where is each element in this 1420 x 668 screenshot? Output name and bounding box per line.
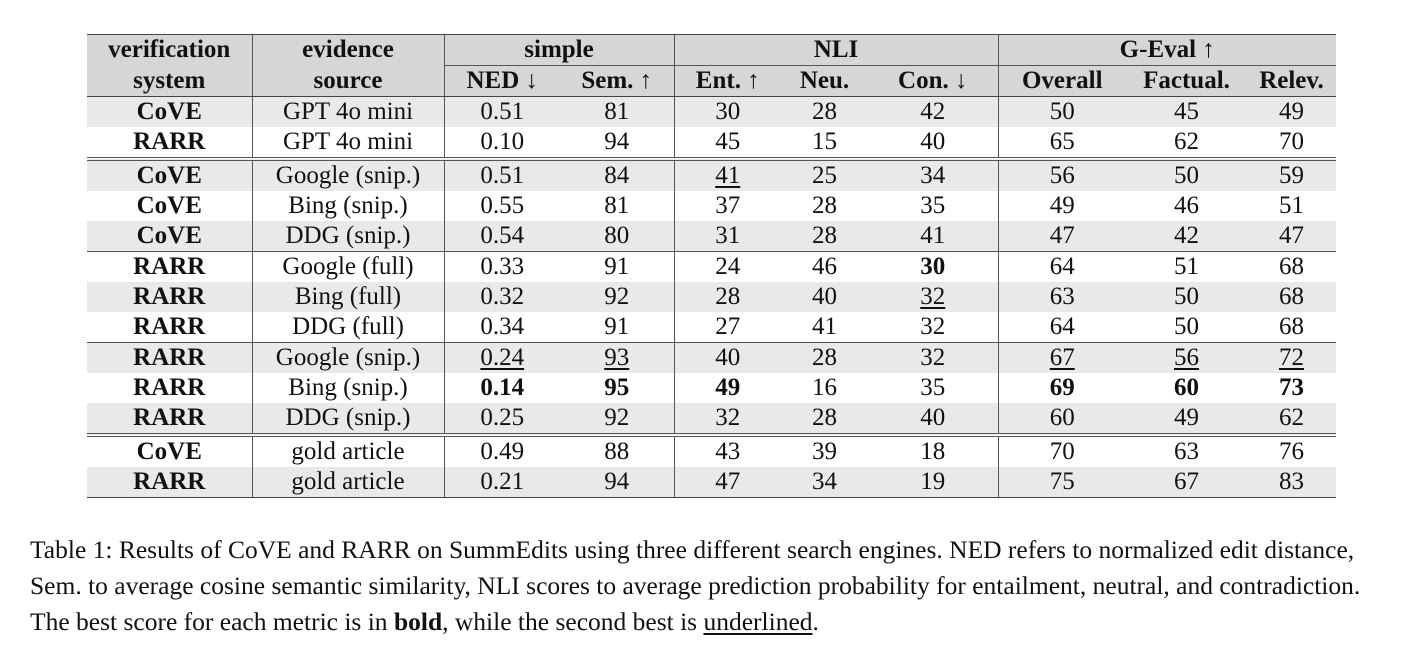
cell-value-text: 34 — [920, 162, 946, 189]
cell-value-text: 50 — [1174, 313, 1199, 340]
cell-value — [781, 312, 868, 343]
caption-label: Table 1: — [30, 535, 113, 564]
cell-value — [560, 403, 674, 435]
cell-value — [781, 97, 868, 128]
cell-system: CoVE — [87, 159, 252, 191]
table-body — [87, 97, 1336, 498]
cell-value-text: 0.49 — [480, 438, 525, 465]
cell-value-text: 0.32 — [480, 283, 525, 310]
cell-value — [781, 403, 868, 435]
cell-value — [998, 191, 1126, 221]
cell-value — [998, 312, 1126, 343]
cell-value — [998, 97, 1126, 128]
cell-value — [674, 221, 781, 252]
table-row — [87, 343, 1336, 374]
cell-source: DDG (snip.) — [252, 221, 444, 252]
cell-value-text: 37 — [715, 192, 741, 219]
caption-text: Results of CoVE and RARR on SummEdits using three different search engines. NED refers to normalized edit distance, Sem. to average cosine semantic similarity, NLI scores to average prediction probability for entailment, neutral, and contradiction. The best score for each metric is in — [30, 535, 1361, 636]
cell-value-text: 68 — [1279, 283, 1304, 310]
cell-value-text: 31 — [715, 222, 741, 249]
cell-value — [560, 467, 674, 498]
cell-value — [868, 127, 998, 159]
cell-source: Bing (snip.) — [252, 191, 444, 221]
cell-value-text: 28 — [715, 283, 741, 310]
cell-value — [1247, 435, 1336, 467]
cell-value-text: 91 — [604, 253, 630, 280]
cell-value-text: 80 — [604, 222, 630, 249]
cell-value — [1247, 221, 1336, 252]
cell-source: Google (snip.) — [252, 343, 444, 374]
cell-value — [444, 252, 560, 283]
cell-system: RARR — [87, 467, 252, 498]
cell-value — [560, 312, 674, 343]
cell-value-text: 46 — [812, 253, 837, 280]
cell-value-text: 83 — [1279, 468, 1304, 495]
cell-value — [1126, 435, 1247, 467]
cell-value-text: 42 — [1174, 222, 1199, 249]
cell-value — [560, 159, 674, 191]
cell-value — [998, 435, 1126, 467]
table-row — [87, 97, 1336, 128]
cell-source: GPT 4o mini — [252, 97, 444, 128]
cell-value-text: 41 — [715, 162, 741, 189]
cell-value-text: 84 — [604, 162, 630, 189]
cell-value-text: 63 — [1049, 283, 1075, 310]
header-system: system — [87, 66, 252, 97]
cell-value-text: 32 — [920, 283, 946, 310]
cell-system: CoVE — [87, 221, 252, 252]
cell-source: Bing (snip.) — [252, 373, 444, 403]
cell-system: CoVE — [87, 97, 252, 128]
cell-value-text: 0.14 — [480, 374, 525, 401]
cell-value-text: 65 — [1049, 128, 1075, 155]
cell-value — [781, 191, 868, 221]
cell-system: RARR — [87, 343, 252, 374]
cell-value — [781, 159, 868, 191]
cell-value-text: 59 — [1279, 162, 1304, 189]
cell-value — [1247, 312, 1336, 343]
cell-value-text: 50 — [1174, 162, 1199, 189]
cell-value — [1247, 373, 1336, 403]
cell-value — [1126, 252, 1247, 283]
cell-source: DDG (full) — [252, 312, 444, 343]
cell-value-text: 32 — [715, 404, 741, 431]
cell-value — [560, 191, 674, 221]
cell-value-text: 72 — [1279, 344, 1304, 371]
cell-value — [781, 282, 868, 312]
cell-value-text: 30 — [715, 98, 741, 125]
cell-value — [674, 343, 781, 374]
header-evidence: evidence — [252, 35, 444, 66]
cell-value — [868, 373, 998, 403]
cell-system: RARR — [133, 313, 206, 340]
cell-value — [674, 467, 781, 498]
header-source: source — [252, 66, 444, 97]
cell-value-text: 42 — [920, 98, 946, 125]
cell-value — [998, 221, 1126, 252]
cell-value-text: 0.25 — [480, 404, 525, 431]
cell-value-text: 40 — [812, 283, 837, 310]
cell-value-text: 35 — [920, 374, 946, 401]
cell-value — [1247, 127, 1336, 159]
cell-value-text: 69 — [1049, 374, 1075, 401]
header-group-nli: NLI — [674, 35, 998, 66]
cell-value — [674, 403, 781, 435]
caption-underline-word: underlined — [703, 607, 813, 636]
cell-value — [868, 435, 998, 467]
cell-value — [560, 252, 674, 283]
cell-value-text: 45 — [715, 128, 741, 155]
cell-value-text: 70 — [1279, 128, 1304, 155]
cell-system: RARR — [87, 252, 252, 283]
cell-value — [560, 221, 674, 252]
cell-value — [560, 343, 674, 374]
cell-value — [781, 435, 868, 467]
cell-system: RARR — [87, 282, 252, 312]
cell-value — [868, 282, 998, 312]
cell-value — [444, 435, 560, 467]
cell-value-text: 24 — [715, 253, 741, 280]
cell-value-text: 41 — [920, 222, 946, 249]
cell-value-text: 68 — [1279, 313, 1304, 340]
cell-value-text: 63 — [1174, 438, 1199, 465]
cell-source: Google (full) — [252, 252, 444, 283]
cell-value-text: 28 — [812, 344, 837, 371]
cell-system: CoVE — [136, 192, 202, 219]
cell-value — [1126, 312, 1247, 343]
cell-value-text: 0.51 — [480, 98, 525, 125]
cell-value-text: 34 — [812, 468, 837, 495]
cell-value — [674, 282, 781, 312]
cell-value — [674, 312, 781, 343]
cell-value — [868, 343, 998, 374]
cell-value — [868, 467, 998, 498]
cell-value — [674, 191, 781, 221]
cell-value — [1126, 343, 1247, 374]
cell-value-text: 30 — [920, 253, 946, 280]
cell-value — [444, 97, 560, 128]
table-row — [87, 127, 1336, 159]
cell-value — [444, 221, 560, 252]
cell-value — [998, 403, 1126, 435]
cell-system: RARR — [133, 128, 206, 155]
header-row-bottom — [87, 66, 1336, 97]
header-metric: Factual. — [1126, 66, 1247, 97]
cell-value — [1126, 159, 1247, 191]
cell-value-text: 16 — [812, 374, 837, 401]
cell-value-text: 49 — [715, 374, 741, 401]
cell-value — [444, 312, 560, 343]
cell-value-text: 75 — [1049, 468, 1075, 495]
cell-value — [1126, 127, 1247, 159]
cell-value — [560, 97, 674, 128]
caption-bold-word: bold — [393, 607, 443, 636]
cell-value-text: 25 — [812, 162, 837, 189]
cell-value-text: 28 — [812, 98, 837, 125]
results-table — [87, 34, 1336, 498]
cell-value-text: 19 — [920, 468, 946, 495]
cell-value-text: 56 — [1049, 162, 1075, 189]
header-metric: Con. ↓ — [868, 66, 998, 97]
cell-value — [674, 252, 781, 283]
cell-value — [1126, 373, 1247, 403]
cell-value-text: 40 — [920, 404, 946, 431]
header-metric: Ent. ↑ — [674, 66, 781, 97]
cell-value — [1126, 403, 1247, 435]
cell-value — [781, 221, 868, 252]
cell-value — [1247, 191, 1336, 221]
cell-value-text: 88 — [604, 438, 630, 465]
cell-system: RARR — [87, 403, 252, 435]
cell-value-text: 62 — [1174, 128, 1199, 155]
header-metric: NED ↓ — [444, 66, 560, 97]
cell-value-text: 0.55 — [480, 192, 525, 219]
cell-value — [560, 435, 674, 467]
cell-value — [1126, 221, 1247, 252]
caption-end: . — [812, 607, 819, 636]
cell-source: DDG (snip.) — [252, 403, 444, 435]
cell-value-text: 0.10 — [480, 128, 525, 155]
cell-value — [781, 467, 868, 498]
cell-value-text: 64 — [1049, 313, 1075, 340]
cell-value-text: 67 — [1174, 468, 1199, 495]
cell-value-text: 49 — [1049, 192, 1075, 219]
cell-value — [1247, 282, 1336, 312]
cell-value — [560, 373, 674, 403]
cell-value — [1247, 467, 1336, 498]
cell-value — [560, 127, 674, 159]
cell-value-text: 32 — [920, 344, 946, 371]
cell-value — [1126, 467, 1247, 498]
table-row — [87, 252, 1336, 283]
cell-source: gold article — [252, 435, 444, 467]
cell-value-text: 0.24 — [480, 344, 525, 371]
cell-value-text: 94 — [604, 468, 630, 495]
cell-value — [1247, 403, 1336, 435]
cell-value-text: 70 — [1049, 438, 1075, 465]
table-row — [87, 373, 1336, 403]
header-metric: Overall — [998, 66, 1126, 97]
cell-value-text: 28 — [812, 222, 837, 249]
cell-value — [1247, 343, 1336, 374]
cell-value — [781, 127, 868, 159]
cell-source: Bing (full) — [252, 282, 444, 312]
caption-middle: , while the second best is — [442, 607, 704, 636]
table-row — [87, 221, 1336, 252]
cell-value-text: 95 — [604, 374, 630, 401]
cell-value-text: 46 — [1174, 192, 1199, 219]
cell-value — [674, 127, 781, 159]
cell-value — [444, 191, 560, 221]
cell-value-text: 50 — [1049, 98, 1075, 125]
cell-value — [998, 159, 1126, 191]
cell-value-text: 0.34 — [480, 313, 525, 340]
cell-value-text: 62 — [1279, 404, 1304, 431]
table-row — [87, 282, 1336, 312]
cell-value-text: 56 — [1174, 344, 1199, 371]
cell-value-text: 0.54 — [480, 222, 525, 249]
cell-value — [998, 467, 1126, 498]
cell-value-text: 50 — [1174, 283, 1199, 310]
cell-value-text: 28 — [812, 404, 837, 431]
header-metric: Relev. — [1247, 66, 1336, 97]
cell-value — [674, 159, 781, 191]
cell-value — [868, 97, 998, 128]
cell-value-text: 47 — [1049, 222, 1075, 249]
table-row — [87, 191, 1336, 221]
cell-value — [998, 282, 1126, 312]
cell-source: GPT 4o mini — [252, 127, 444, 159]
cell-value — [998, 252, 1126, 283]
cell-value — [781, 343, 868, 374]
cell-value-text: 35 — [920, 192, 946, 219]
cell-value — [1126, 191, 1247, 221]
cell-value — [868, 191, 998, 221]
cell-value-text: 0.51 — [480, 162, 525, 189]
cell-value — [674, 373, 781, 403]
cell-value-text: 49 — [1279, 98, 1304, 125]
cell-value — [444, 467, 560, 498]
header-metric: Neu. — [781, 66, 868, 97]
cell-value — [674, 435, 781, 467]
table-row — [87, 467, 1336, 498]
cell-value — [444, 159, 560, 191]
cell-value-text: 41 — [812, 313, 837, 340]
cell-value-text: 0.21 — [480, 468, 525, 495]
cell-source: Google (snip.) — [252, 159, 444, 191]
cell-value-text: 47 — [715, 468, 741, 495]
cell-value-text: 92 — [604, 404, 630, 431]
cell-system: CoVE — [87, 435, 252, 467]
header-metric: Sem. ↑ — [560, 66, 674, 97]
cell-value-text: 93 — [604, 344, 630, 371]
table-row — [87, 435, 1336, 467]
cell-value — [868, 159, 998, 191]
cell-value — [560, 282, 674, 312]
cell-value — [781, 252, 868, 283]
cell-value-text: 68 — [1279, 253, 1304, 280]
table-row — [87, 159, 1336, 191]
cell-system: RARR — [133, 374, 206, 401]
cell-value-text: 43 — [715, 438, 741, 465]
cell-value-text: 81 — [604, 98, 630, 125]
cell-value-text: 51 — [1279, 192, 1304, 219]
header-row-top — [87, 35, 1336, 66]
cell-value-text: 76 — [1279, 438, 1304, 465]
cell-value — [444, 127, 560, 159]
table-row — [87, 403, 1336, 435]
cell-value — [1247, 159, 1336, 191]
cell-value-text: 94 — [604, 128, 630, 155]
cell-value-text: 67 — [1049, 344, 1075, 371]
cell-value-text: 28 — [812, 192, 837, 219]
cell-value — [1247, 97, 1336, 128]
header-group-geval: G-Eval ↑ — [998, 35, 1336, 66]
cell-value — [444, 403, 560, 435]
cell-value — [1126, 97, 1247, 128]
cell-value-text: 40 — [920, 128, 946, 155]
cell-value — [868, 252, 998, 283]
cell-value-text: 64 — [1049, 253, 1075, 280]
cell-value — [674, 97, 781, 128]
cell-value — [1247, 252, 1336, 283]
cell-value-text: 47 — [1279, 222, 1304, 249]
header-group-simple: simple — [444, 35, 674, 66]
cell-value-text: 39 — [812, 438, 837, 465]
cell-value — [444, 282, 560, 312]
cell-value — [998, 343, 1126, 374]
cell-value — [868, 221, 998, 252]
cell-value — [998, 373, 1126, 403]
cell-value-text: 32 — [920, 313, 946, 340]
cell-source: gold article — [252, 467, 444, 498]
cell-value — [1126, 282, 1247, 312]
table-caption — [30, 532, 1396, 640]
cell-value — [781, 373, 868, 403]
cell-value-text: 49 — [1174, 404, 1199, 431]
table-row — [87, 312, 1336, 343]
cell-value — [998, 127, 1126, 159]
cell-value-text: 27 — [715, 313, 741, 340]
cell-value — [868, 312, 998, 343]
cell-value-text: 45 — [1174, 98, 1199, 125]
cell-value-text: 15 — [812, 128, 837, 155]
cell-value — [868, 403, 998, 435]
cell-value-text: 0.33 — [480, 253, 525, 280]
cell-value-text: 60 — [1174, 374, 1199, 401]
cell-value-text: 51 — [1174, 253, 1199, 280]
cell-value-text: 60 — [1049, 404, 1075, 431]
cell-value-text: 92 — [604, 283, 630, 310]
cell-value-text: 81 — [604, 192, 630, 219]
cell-value-text: 73 — [1279, 374, 1304, 401]
cell-value — [444, 373, 560, 403]
header-verification: verification — [87, 35, 252, 66]
cell-value — [444, 343, 560, 374]
cell-value-text: 91 — [604, 313, 630, 340]
cell-value-text: 18 — [920, 438, 946, 465]
cell-value-text: 40 — [715, 344, 741, 371]
